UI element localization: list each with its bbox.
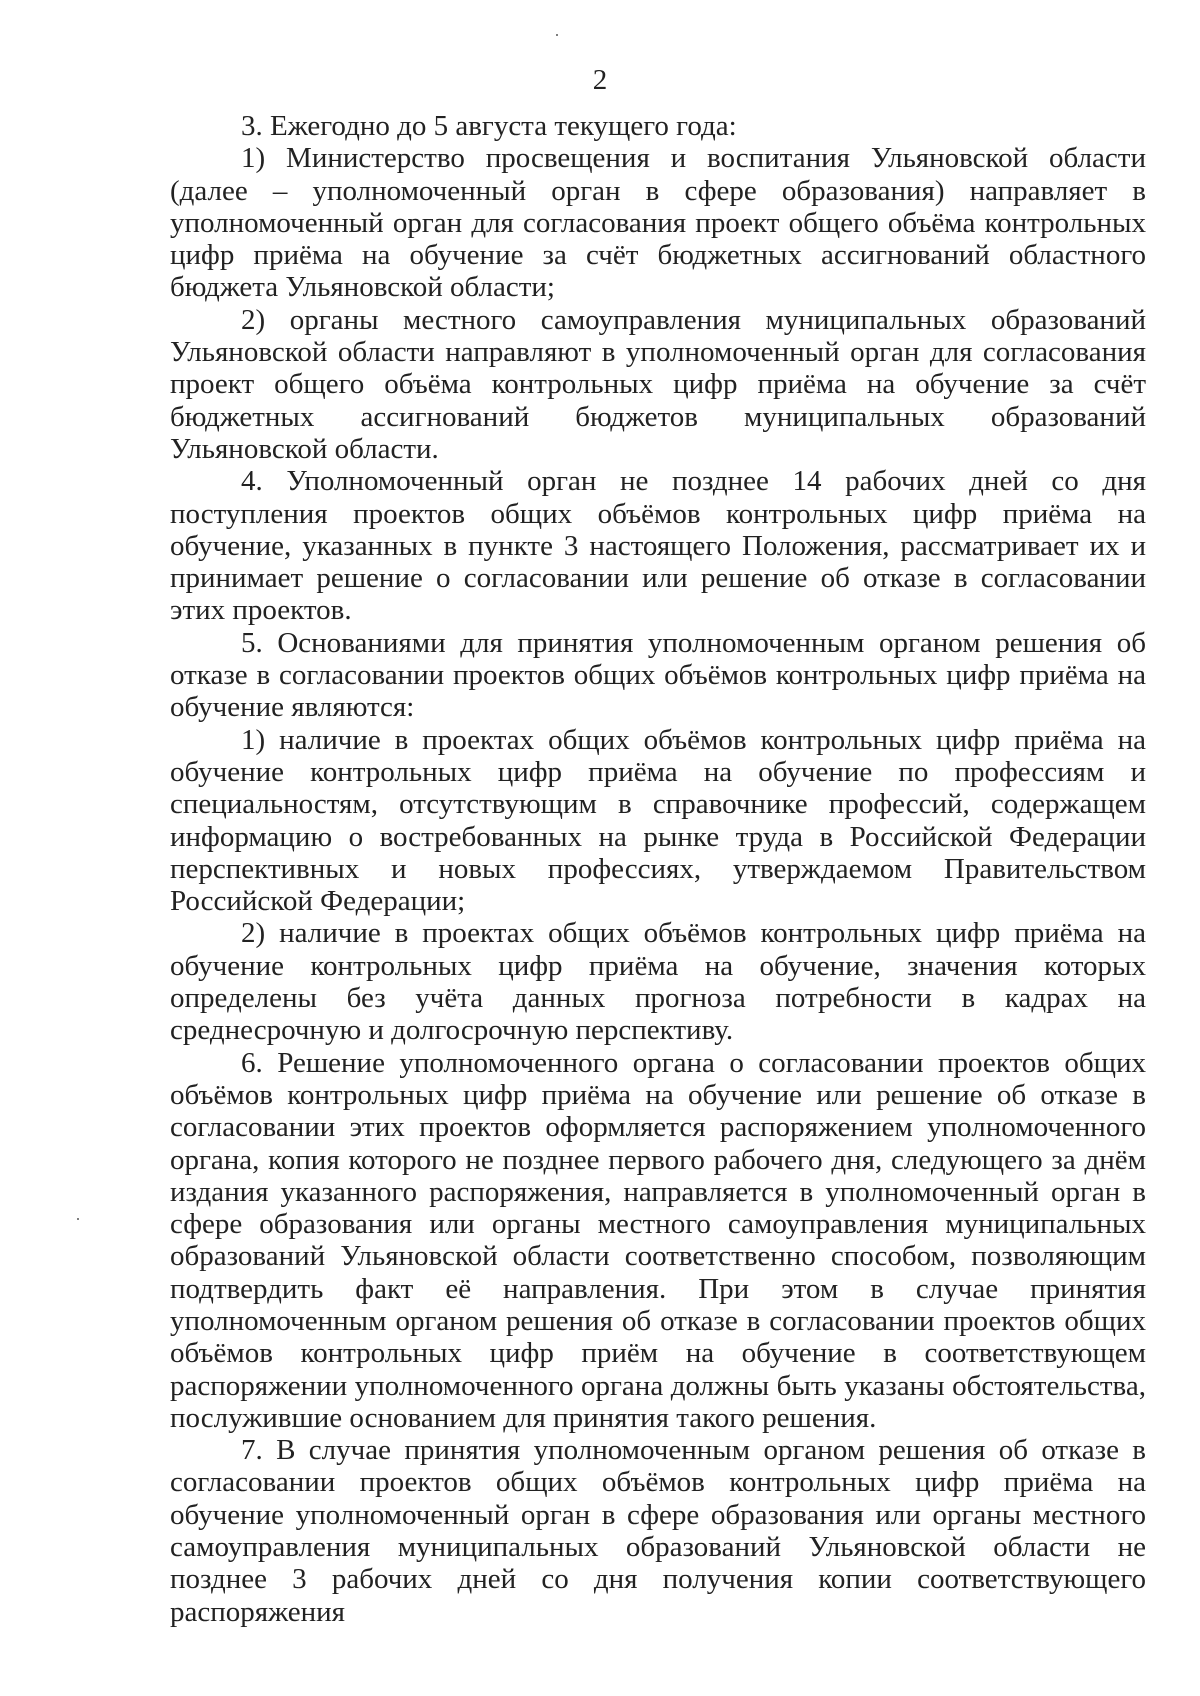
paragraph-3-item-1: 1) Министерство просвещения и воспитания Ульяновской области (далее – уполномоченный орган в сфере образования) направляет в уполномоченный орган для согласования проект общего объёма контрольных цифр приёма на обучение за счёт бюджетных ассигнований областного бюджета Ульяновской области; [170, 142, 1146, 304]
paragraph-6: 6. Решение уполномоченного органа о согласовании проектов общих объёмов контрольных цифр приёма на обучение или решение об отказе в согласовании этих проектов оформляется распоряжением уполномоченного органа, копия которого не позднее первого рабочего дня, следующего за днём издания указанного распоряжения, направляется в уполномоченный орган в сфере образования или органы местного самоуправления муниципальных образований Ульяновской области соответственно способом, позволяющим подтвердить факт её направления. При этом в случае принятия уполномоченным органом решения об отказе в согласовании проектов общих объёмов контрольных цифр приём на обучение в соответствующем распоряжении уполномоченного органа должны быть указаны обстоятельства, послужившие основанием для принятия такого решения. [170, 1046, 1146, 1434]
paragraph-5-item-2: 2) наличие в проектах общих объёмов контрольных цифр приёма на обучение контрольных цифр приёма на обучение, значения которых определены без учёта данных прогноза потребности в кадрах на среднесрочную и долгосрочную перспективу. [170, 917, 1146, 1047]
paragraph-4: 4. Уполномоченный орган не позднее 14 рабочих дней со дня поступления проектов общих объёмов контрольных цифр приёма на обучение, указанных в пункте 3 настоящего Положения, рассматривает их и принимает решение о согласовании или решение об отказе в согласовании этих проектов. [170, 465, 1146, 627]
paragraph-5-header: 5. Основаниями для принятия уполномоченным органом решения об отказе в согласовании проектов общих объёмов контрольных цифр приёма на обучение являются: [170, 626, 1146, 724]
paragraph-5-item-1: 1) наличие в проектах общих объёмов контрольных цифр приёма на обучение контрольных цифр приёма на обучение по профессиям и специальностям, отсутствующим в справочнике профессий, содержащем информацию о востребованных на рынке труда в Российской Федерации перспективных и новых профессиях, утверждаемом Правительством Российской Федерации; [170, 723, 1146, 918]
scan-speck [77, 1218, 79, 1220]
scan-speck [556, 34, 558, 36]
paragraph-3-item-2: 2) органы местного самоуправления муниципальных образований Ульяновской области направляют в уполномоченный орган для согласования проект общего объёма контрольных цифр приёма на обучение за счёт бюджетных ассигнований бюджетов муниципальных образований Ульяновской области. [170, 303, 1146, 465]
page-number: 2 [592, 64, 608, 96]
document-body [170, 110, 1146, 1628]
paragraph-3-header: 3. Ежегодно до 5 августа текущего года: [241, 110, 737, 142]
paragraph-7: 7. В случае принятия уполномоченным органом решения об отказе в согласовании проектов общих объёмов контрольных цифр приёма на обучение уполномоченный орган в сфере образования или органы местного самоуправления муниципальных образований Ульяновской области не позднее 3 рабочих дней со дня получения копии соответствующего распоряжения [170, 1434, 1146, 1628]
